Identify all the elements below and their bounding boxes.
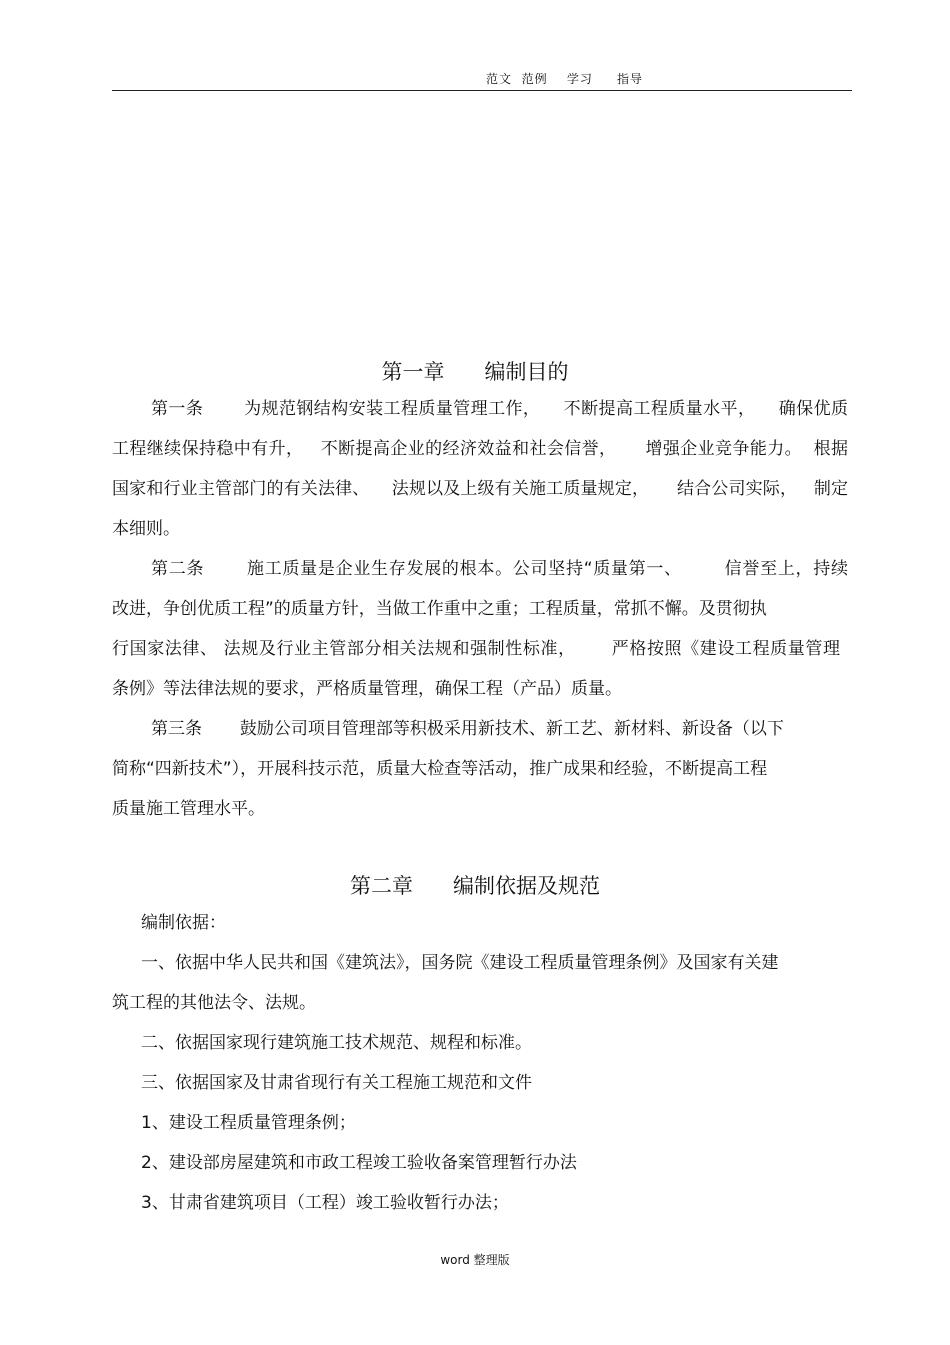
list-item: 3、甘肃省建筑项目（工程）竣工验收暂行办法； xyxy=(141,1193,509,1213)
text-line: 二、依据国家现行建筑施工技术规范、规程和标准。 xyxy=(141,1033,532,1053)
text-line: 国家和行业主管部门的有关法律、 法规以及上级有关施工质量规定， 结合公司实际， 制定 xyxy=(112,479,848,499)
text-line: 第二条 施工质量是企业生存发展的根本。公司坚持“质量第一、 信誉至上，持续 xyxy=(151,559,848,579)
text-line: 三、依据国家及甘肃省现行有关工程施工规范和文件 xyxy=(141,1073,532,1093)
text-line: 工程继续保持稳中有升， 不断提高企业的经济效益和社会信誉， 增强企业竞争能力。 根据 xyxy=(112,439,848,459)
text-line: 简称“四新技术”），开展科技示范，质量大检查等活动，推广成果和经验，不断提高工程 xyxy=(112,759,768,779)
page-footer: word 整理版 xyxy=(440,1253,510,1267)
text-line: 筑工程的其他法令、法规。 xyxy=(112,993,316,1013)
text-line: 行国家法律、 法规及行业主管部分相关法规和强制性标准， 严格按照《建设工程质量管理 xyxy=(112,639,840,659)
text-line: 编制依据： xyxy=(141,913,226,933)
chapter-1-title: 第一章 编制目的 xyxy=(381,360,569,384)
text-line: 第一条 为规范钢结构安装工程质量管理工作， 不断提高工程质量水平， 确保优质 xyxy=(151,399,848,419)
chapter-2-title: 第二章 编制依据及规范 xyxy=(349,874,601,898)
text-line: 改进，争创优质工程”的质量方针，当做工作重中之重；工程质量，常抓不懈。及贯彻执 xyxy=(112,599,767,619)
text-line: 一、依据中华人民共和国《建筑法》，国务院《建设工程质量管理条例》及国家有关建 xyxy=(141,953,779,973)
header-divider xyxy=(112,90,852,91)
header-text: 范文 范例 学习 指导 xyxy=(486,72,643,86)
text-line: 条例》等法律法规的要求，严格质量管理，确保工程（产品）质量。 xyxy=(112,679,622,699)
text-line: 本细则。 xyxy=(112,519,180,539)
text-line: 质量施工管理水平。 xyxy=(112,799,265,819)
text-line: 第三条 鼓励公司项目管理部等积极采用新技术、新工艺、新材料、新设备（以下 xyxy=(151,719,784,739)
list-item: 1、建设工程质量管理条例； xyxy=(141,1113,356,1133)
list-item: 2、建设部房屋建筑和市政工程竣工验收备案管理暂行办法 xyxy=(141,1153,577,1173)
